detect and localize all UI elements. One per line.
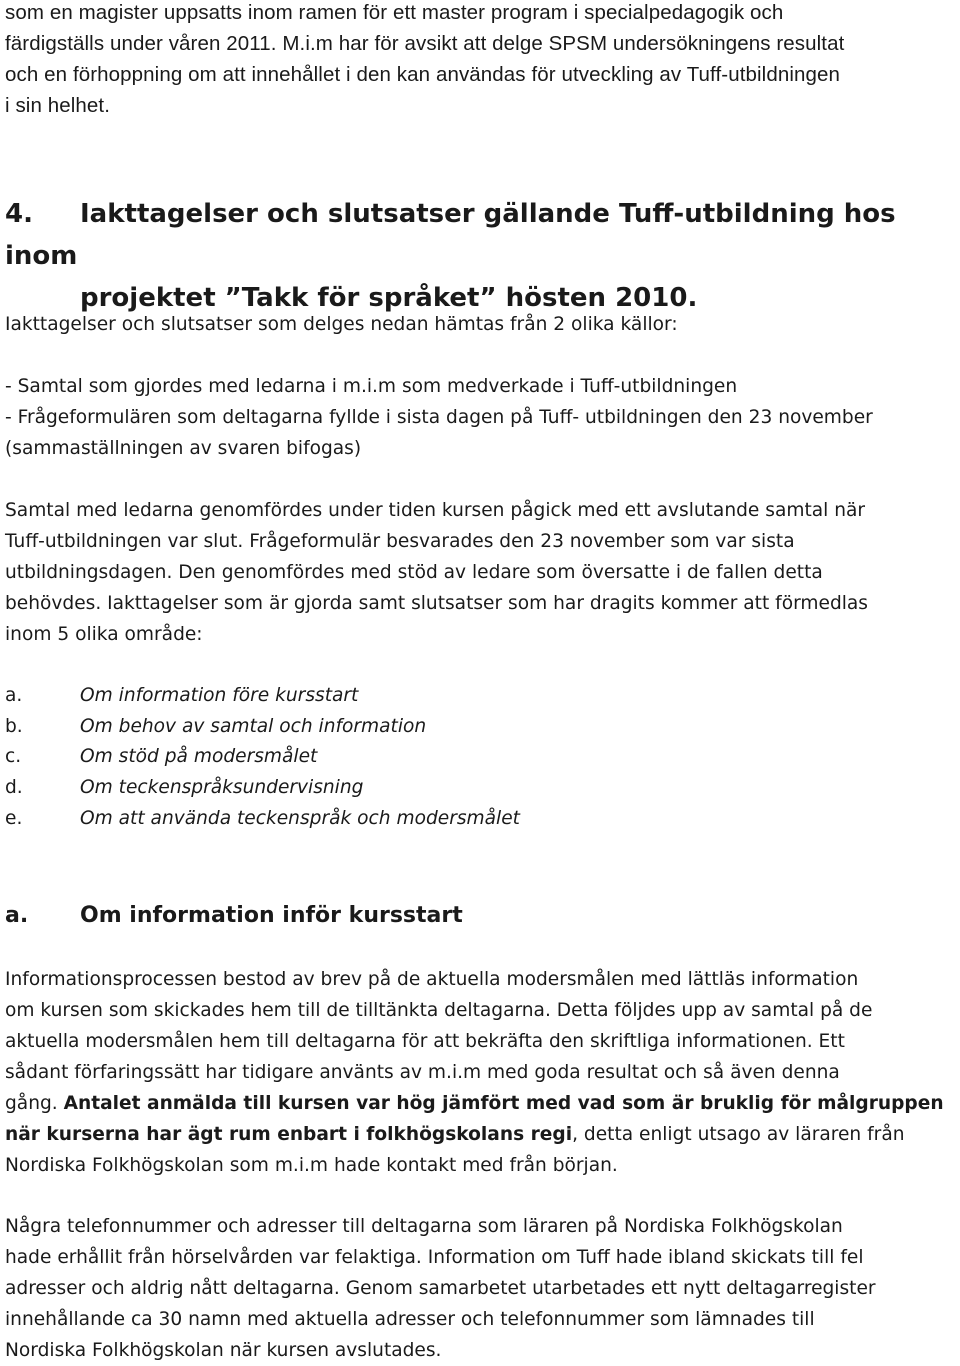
list-marker: a. (5, 685, 23, 706)
list-item (5, 681, 520, 712)
summary-line: inom 5 olika område: (5, 624, 203, 645)
paragraph-text: , detta enligt utsago av läraren från (572, 1124, 905, 1145)
section-4-title-line2: projektet ”Takk för språket” hösten 2010. (80, 283, 698, 313)
intro-line: färdigställs under våren 2011. M.i.m har för avsikt att delge SPSM undersökningens resultat (5, 32, 845, 55)
list-item (5, 773, 520, 804)
paragraph-line: sådant förfaringssätt har tidigare använts av m.i.m med goda resultat och så även denna (5, 1062, 840, 1083)
sources-lead-text: Iakttagelser och slutsatser som delges nedan hämtas från 2 olika källor: (5, 314, 678, 335)
summary-line: utbildningsdagen. Den genomfördes med stöd av ledare som översatte i de fallen detta (5, 562, 823, 583)
list-marker: b. (5, 715, 23, 737)
list-item-text: Om behov av samtal och information (80, 715, 427, 737)
intro-line: i sin helhet. (5, 94, 111, 117)
section-a-title: Om information inför kursstart (80, 903, 463, 928)
emphasis-text: när kurserna har ägt rum enbart i folkhögskolans regi (5, 1124, 573, 1145)
sources-lead (5, 309, 960, 340)
list-item (5, 712, 520, 743)
sources-list (5, 371, 960, 464)
section-a-paragraph-2 (5, 1211, 960, 1366)
emphasis-text: Antalet anmälda till kursen var hög jämfört med vad som är bruklig för målgruppen (63, 1093, 944, 1114)
summary-paragraph (5, 495, 960, 650)
paragraph-line: Nordiska Folkhögskolan som m.i.m hade kontakt med från början. (5, 1155, 618, 1176)
source-item: - Samtal som gjordes med ledarna i m.i.m som medverkade i Tuff-utbildningen (5, 376, 738, 397)
summary-line: behövdes. Iakttagelser som är gjorda samt slutsatser som har dragits kommer att förmedlas (5, 593, 868, 614)
section-4-heading (5, 193, 957, 319)
list-item-text: Om stöd på modersmålet (80, 746, 318, 768)
paragraph-text: gång. (5, 1093, 64, 1114)
paragraph-line (5, 1119, 960, 1150)
source-item: - Frågeformulären som deltagarna fyllde i sista dagen på Tuff- utbildningen den 23 november (5, 407, 873, 428)
source-item-continued: (sammaställningen av svaren bifogas) (5, 438, 362, 459)
intro-line: som en magister uppsatts inom ramen för ett master program i specialpedagogik och (5, 1, 784, 24)
paragraph-line: adresser och aldrig nått deltagarna. Genom samarbetet utarbetades ett nytt deltagarregister (5, 1278, 876, 1299)
list-marker: c. (5, 746, 22, 768)
intro-line: och en förhoppning om att innehållet i den kan användas för utveckling av Tuff-utbildningen (5, 63, 840, 86)
section-4-number: 4. (5, 199, 33, 229)
paragraph-line (5, 1088, 960, 1119)
list-item-text: Om teckenspråksundervisning (80, 777, 364, 799)
section-4-title-line1: Iakttagelser och slutsatser gällande Tuff-utbildning hos inom (5, 199, 896, 271)
list-marker: e. (5, 807, 23, 829)
list-item (5, 804, 520, 835)
section-a-paragraph-1 (5, 964, 960, 1181)
areas-list (5, 681, 520, 835)
section-a-marker: a. (5, 903, 29, 928)
list-item-text: Om att använda teckenspråk och modersmålet (80, 807, 520, 829)
list-item (5, 742, 520, 773)
paragraph-line: Nordiska Folkhögskolan när kursen avslutades. (5, 1340, 442, 1361)
paragraph-line: hade erhållit från hörselvården var felaktiga. Information om Tuff hade ibland skickats till fel (5, 1247, 864, 1268)
intro-paragraph (5, 0, 844, 121)
summary-line: Tuff-utbildningen var slut. Frågeformulär besvarades den 23 november som var sista (5, 531, 795, 552)
paragraph-line: aktuella modersmålen hem till deltagarna för att bekräfta den skriftliga informationen. Ett (5, 1031, 845, 1052)
list-marker: d. (5, 777, 23, 799)
summary-line: Samtal med ledarna genomfördes under tiden kursen pågick med ett avslutande samtal när (5, 500, 866, 521)
list-item-text: Om information före kursstart (80, 685, 359, 706)
paragraph-line: om kursen som skickades hem till de tilltänkta deltagarna. Detta följdes upp av samtal på de (5, 1000, 873, 1021)
paragraph-line: innehållande ca 30 namn med aktuella adresser och telefonnummer som lämnades till (5, 1309, 815, 1330)
paragraph-line: Några telefonnummer och adresser till deltagarna som läraren på Nordiska Folkhögskolan (5, 1216, 843, 1237)
section-a-heading (5, 896, 463, 936)
paragraph-line: Informationsprocessen bestod av brev på de aktuella modersmålen med lättläs information (5, 969, 859, 990)
